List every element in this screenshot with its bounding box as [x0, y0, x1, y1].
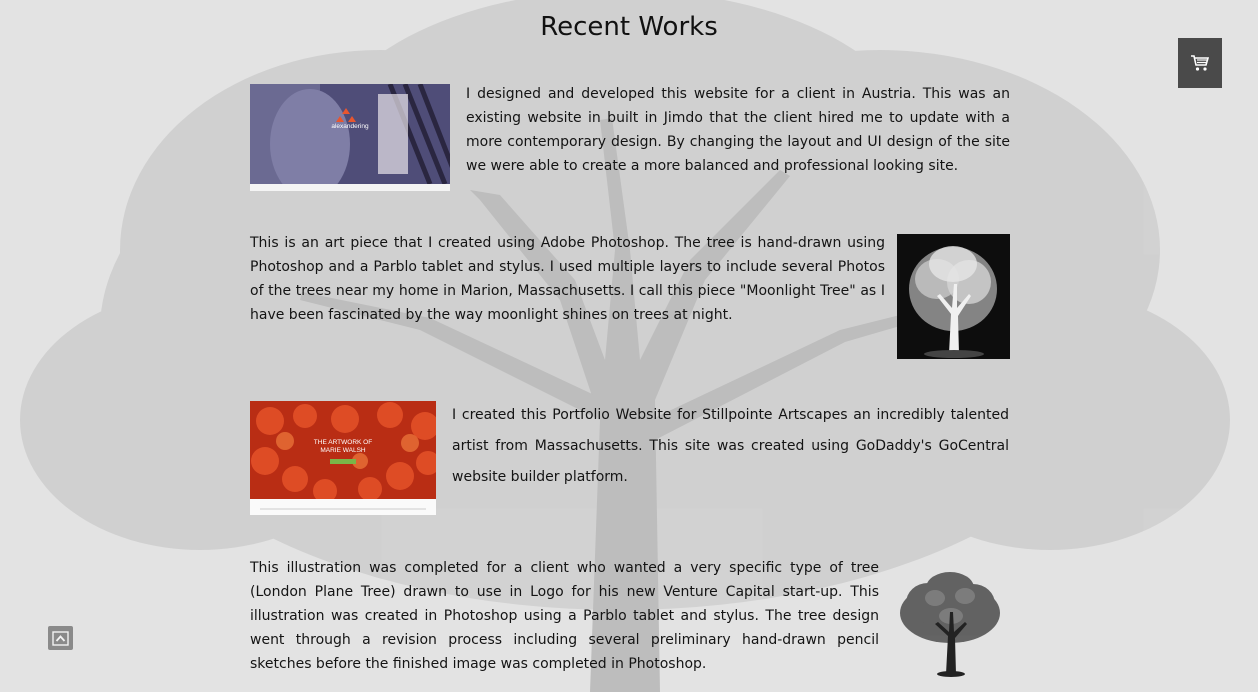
work-text: This illustration was completed for a client who wanted a very specific type of tree (London Plane Tree) drawn to use in Logo for his new Venture Capital start-up. This illustration was created in Photoshop using a Parblo tablet and stylus. The tree design went through a revision process including several preliminary hand-drawn pencil sketches before the finished image was completed in Photoshop. [250, 560, 879, 672]
work-thumbnail-moonlight-tree[interactable] [897, 234, 1010, 359]
work-text: This is an art piece that I created using Adobe Photoshop. The tree is hand-drawn using Photoshop and a Parblo tablet and stylus. I used multiple layers to include several Photos of the trees near my home in Marion, Massachusetts. I call this piece "Moonlight Tree" as I have been fascinated by the way moonlight shines on trees at night. [250, 235, 885, 323]
work-description [466, 82, 1010, 178]
thumbnail-heading: THE ARTWORK OF MARIE WALSH [313, 439, 373, 454]
arrow-up-icon [52, 631, 69, 646]
thumbnail-logo-text: alexandering [331, 123, 369, 130]
work-text: I created this Portfolio Website for Stillpointe Artscapes an incredibly talented artist from Massachusetts. This site was created using GoDaddy's GoCentral website builder platform. [452, 407, 1009, 485]
page-title: Recent Works [540, 12, 718, 42]
work-thumbnail-austria-website[interactable] [250, 84, 450, 191]
work-description [452, 400, 1009, 493]
work-thumbnail-london-plane-tree[interactable] [893, 568, 1007, 678]
work-text: I designed and developed this website for a client in Austria. This was an existing website in built in Jimdo that the client hired me to update with a more contemporary design. By changing the layout and UI design of the site we were able to create a more balanced and professional looking site. [466, 86, 1010, 174]
work-description [250, 556, 879, 676]
shopping-cart-icon [1190, 54, 1210, 72]
scroll-to-top-button[interactable] [48, 626, 73, 650]
work-description [250, 231, 885, 327]
work-thumbnail-stillpointe-website[interactable] [250, 401, 436, 515]
cart-button[interactable] [1178, 38, 1222, 88]
